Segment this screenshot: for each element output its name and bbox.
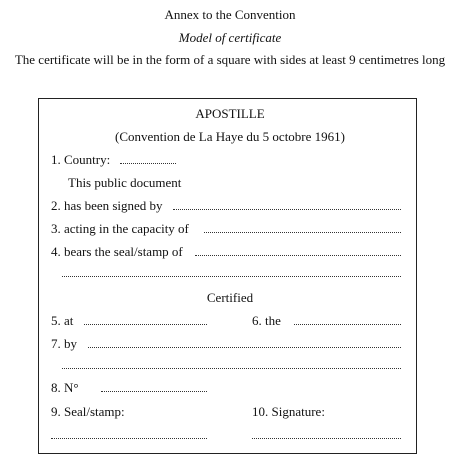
country-field	[120, 163, 176, 164]
annex-heading: Annex to the Convention	[164, 7, 296, 22]
by-field-continued	[62, 368, 401, 369]
at-label: 5. at	[51, 313, 74, 328]
public-document-label: This public document	[68, 175, 182, 190]
by-field	[88, 347, 401, 348]
number-label: 8. N°	[51, 380, 79, 395]
seal-of-label: 4. bears the seal/stamp of	[51, 244, 183, 259]
certificate-subtitle: (Convention de La Haye du 5 octobre 1961)	[115, 129, 345, 144]
number-field	[101, 391, 207, 392]
capacity-label: 3. acting in the capacity of	[51, 221, 189, 236]
at-field	[84, 324, 207, 325]
certified-heading: Certified	[206, 290, 254, 305]
the-field	[294, 324, 401, 325]
size-note: The certificate will be in the form of a square with sides at least 9 centimetres long	[14, 52, 446, 67]
country-label: 1. Country:	[51, 152, 111, 167]
model-heading: Model of certificate	[178, 30, 282, 45]
the-label: 6. the	[252, 313, 281, 328]
seal-of-field-continued	[62, 276, 401, 277]
by-label: 7. by	[51, 336, 77, 351]
signed-by-label: 2. has been signed by	[51, 198, 163, 213]
signature-label: 10. Signature:	[252, 404, 325, 419]
capacity-field	[204, 232, 401, 233]
seal-stamp-field	[51, 438, 207, 439]
signed-by-field	[173, 209, 401, 210]
seal-stamp-label: 9. Seal/stamp:	[51, 404, 125, 419]
signature-field	[252, 438, 401, 439]
certificate-title: APOSTILLE	[195, 106, 265, 121]
seal-of-field	[195, 255, 401, 256]
